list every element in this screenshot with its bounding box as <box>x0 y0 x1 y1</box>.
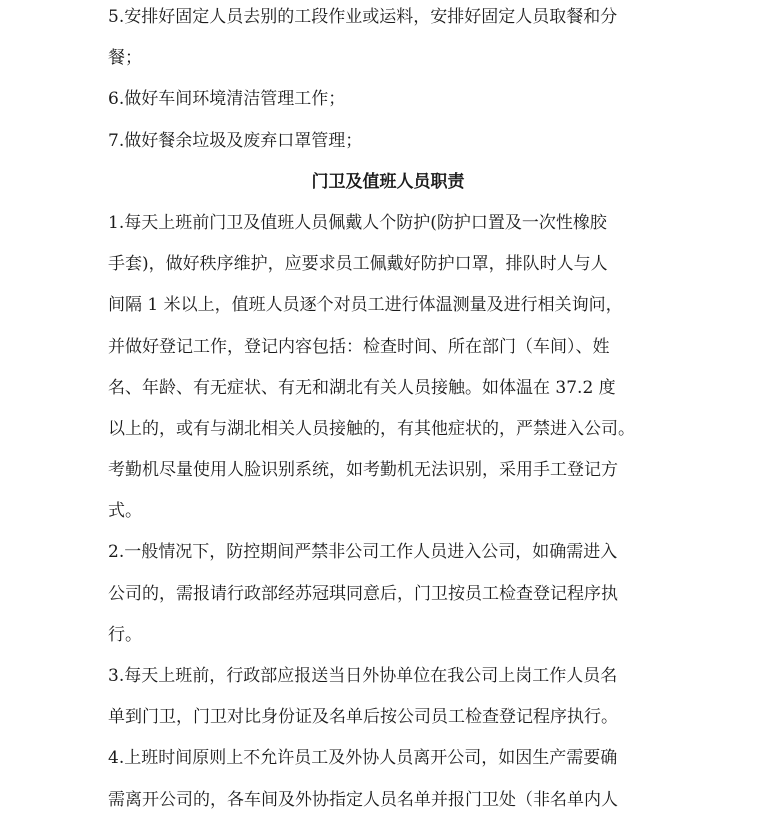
text-line: 7.做好餐余垃圾及废弃口罩管理； <box>108 130 363 151</box>
text-line: 4.上班时间原则上不允许员工及外协人员离开公司，如因生产需要确 <box>108 748 618 769</box>
text-line: 餐； <box>108 48 142 69</box>
duty-item-1 <box>108 203 668 533</box>
text-line: 5.安排好固定人员去别的工段作业或运料，安排好固定人员取餐和分 <box>108 7 618 27</box>
list-item-7 <box>108 121 668 162</box>
text-line: 并做好登记工作，登记内容包括：检查时间、所在部门（车间）、姓 <box>108 336 610 357</box>
text-line: 手套)，做好秩序维护，应要求员工佩戴好防护口罩，排队时人与人 <box>108 254 608 275</box>
duty-item-2 <box>108 532 668 656</box>
text-line: 6.做好车间环境清洁管理工作； <box>108 89 346 110</box>
list-item-6 <box>108 79 668 120</box>
text-line: 名、年龄、有无症状、有无和湖北有关人员接触。如体温在 37.2 度 <box>108 377 616 398</box>
text-line: 1.每天上班前门卫及值班人员佩戴人个防护(防护口置及一次性橡胶 <box>108 212 607 233</box>
duty-item-3 <box>108 656 668 738</box>
text-line: 3.每天上班前，行政部应报送当日外协单位在我公司上岗工作人员名 <box>108 666 618 686</box>
text-line: 以上的，或有与湖北相关人员接触的，有其他症状的，严禁进入公司。 <box>108 418 635 439</box>
text-line: 间隔 1 米以上，值班人员逐个对员工进行体温测量及进行相关询问， <box>108 295 623 316</box>
text-line: 考勤机尽量使用人脸识别系统，如考勤机无法识别，采用手工登记方 <box>108 460 618 481</box>
text-line: 行。 <box>108 624 142 645</box>
document-page <box>108 0 668 821</box>
text-line: 单到门卫，门卫对比身份证及名单后按公司员工检查登记程序执行。 <box>108 707 618 728</box>
duty-item-4 <box>108 738 668 820</box>
text-line: 公司的，需报请行政部经苏冠琪同意后，门卫按员工检查登记程序执 <box>108 583 618 604</box>
text-line: 需离开公司的，各车间及外协指定人员名单并报门卫处（非名单内人 <box>108 789 618 810</box>
text-line: 2.一般情况下，防控期间严禁非公司工作人员进入公司，如确需进入 <box>108 542 618 563</box>
text-line: 式。 <box>108 501 142 522</box>
section-title: 门卫及值班人员职责 <box>311 171 465 192</box>
list-item-5 <box>108 0 668 79</box>
